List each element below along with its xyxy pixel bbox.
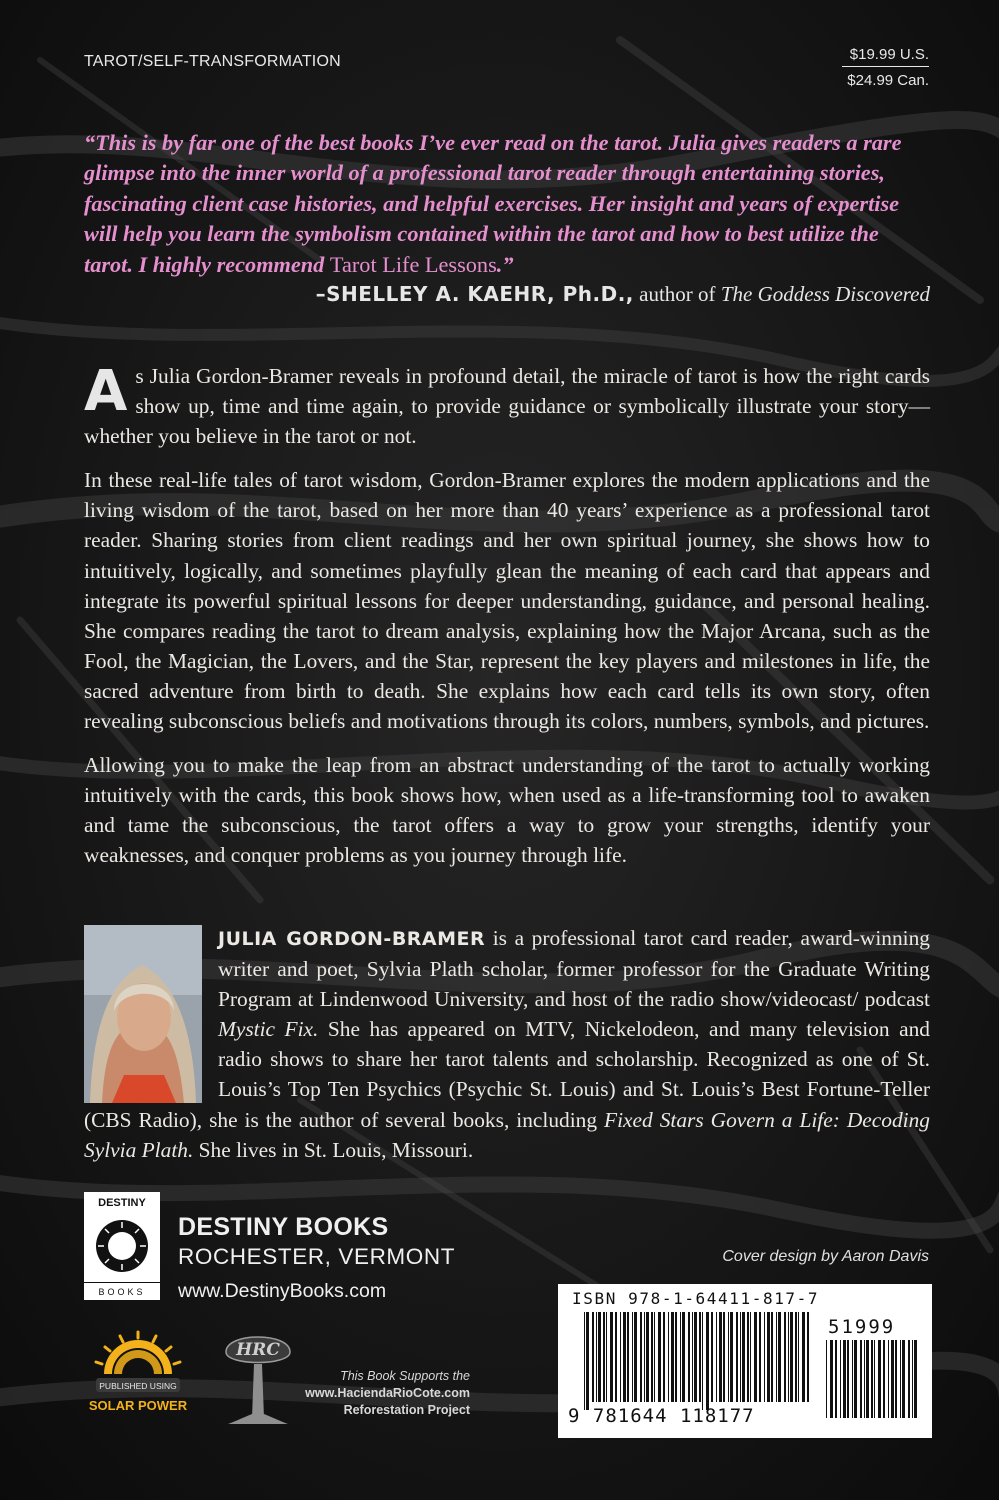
barcode-bar: [830, 1340, 833, 1418]
solar-line-2: SOLAR POWER: [88, 1398, 188, 1413]
barcode-bar: [759, 1312, 761, 1402]
attribution-name: –SHELLEY A. KAEHR, Ph.D.,: [315, 282, 634, 307]
barcode-bar: [764, 1312, 765, 1402]
barcode-bar: [692, 1312, 693, 1402]
barcode-bar: [603, 1312, 605, 1402]
publisher-location: ROCHESTER, VERMONT: [178, 1244, 456, 1269]
description-p1-text: s Julia Gordon-Bramer reveals in profound detail, the miracle of tarot is how the right cards show up, time and time again, to provide guidance or symbolically illustrate your story—whether you believe in the tarot or not.: [84, 364, 930, 449]
bio-show-title: Mystic Fix.: [218, 1017, 319, 1042]
barcode-bar: [702, 1312, 703, 1410]
publisher-info: [178, 1213, 455, 1303]
barcode-bar: [694, 1312, 697, 1402]
barcode-bar: [864, 1340, 865, 1418]
barcode-bar: [914, 1340, 917, 1418]
barcode-bar: [627, 1312, 629, 1402]
barcode-bar: [860, 1340, 862, 1418]
barcode-bar: [784, 1312, 786, 1402]
quote-attribution: [84, 282, 930, 307]
drop-cap: A: [84, 359, 128, 424]
endorsement-quote: [84, 128, 930, 307]
barcode-bar: [586, 1312, 589, 1410]
quote-text: [84, 128, 930, 280]
publisher-logo: [84, 1192, 160, 1300]
price-us: $19.99 U.S.: [842, 46, 929, 67]
barcode-bar: [902, 1340, 905, 1418]
description-paragraph-1: [84, 361, 930, 451]
price-code-text: 51999: [828, 1316, 896, 1338]
barcode-bar: [740, 1312, 741, 1402]
quote-book-title: Tarot Life Lessons: [329, 251, 497, 277]
barcode-bar: [658, 1312, 661, 1402]
barcode-bar: [716, 1312, 717, 1402]
barcode-bar: [883, 1340, 885, 1418]
barcode-bar: [854, 1340, 857, 1418]
publisher-name: DESTINY BOOKS: [178, 1213, 389, 1241]
barcode-bar: [682, 1312, 685, 1402]
bio-text-2: She has appeared on MTV, Nickelodeon, and many television and radio shows to share her tarot talents and scholarship. Recognized as one of St. Louis’s Top Ten Psychics (Psychic St. Louis) and St. Louis’s Best Fortune-Teller (CBS Radio), she is the author of several books, including: [84, 1017, 930, 1132]
barcode-bar: [750, 1312, 751, 1402]
barcode-bar: [742, 1312, 745, 1402]
barcode-bars-addon: [826, 1340, 920, 1426]
barcode-bar: [706, 1312, 709, 1410]
barcode-bar: [891, 1340, 894, 1418]
barcode-bar: [826, 1340, 827, 1418]
barcode-bar: [592, 1312, 594, 1402]
bio-book-title: Fixed Stars Govern a Life: Decoding Sylvia Plath.: [84, 1107, 930, 1162]
barcode-bar: [615, 1312, 617, 1402]
barcode-bar: [900, 1340, 901, 1418]
barcode-bar: [843, 1340, 846, 1418]
barcode-bar: [776, 1312, 777, 1402]
barcode-bar: [623, 1312, 626, 1402]
barcode-bar: [871, 1340, 873, 1418]
barcode-bar: [798, 1312, 799, 1402]
ean-number: 9 781644 118177: [568, 1405, 755, 1427]
category-label: TAROT/SELF-TRANSFORMATION: [84, 53, 341, 70]
hrc-logo-text: HRC: [236, 1340, 280, 1360]
barcode-bar: [723, 1312, 725, 1402]
barcode-bars-main: [584, 1312, 814, 1412]
price-can: $24.99 Can.: [847, 72, 929, 89]
barcode-bar: [788, 1312, 789, 1402]
cover-design-credit: Cover design by Aaron Davis: [722, 1248, 929, 1265]
publisher-logo-bottom-text: BOOKS: [98, 1287, 146, 1297]
description-paragraph-2: In these real-life tales of tarot wisdom, Gordon-Bramer explores the modern applications and the living wisdom of the tarot, based on her more than 40 years’ experience as a professional tarot reader. Sharing stories from client readings and her own spiritual journey, she shows how to intuitively, logically, and sometimes playfully glean the meaning of each card that appears and integrate its powerful spiritual lessons for deeper understanding, guidance, and personal healing. She compares reading the tarot to dream analysis, explaining how the Major Arcana, such as the Fool, the Magician, the Lovers, and the Star, represent the key players and milestones in life, the sacred adventure from birth to death. She explains how each card tells its own story, often revealing subconscious beliefs and motivations through its colors, numbers, symbols, and pictures.: [84, 468, 930, 734]
quote-end: .”: [496, 251, 514, 277]
barcode-bar: [606, 1312, 607, 1402]
barcode-bar: [719, 1312, 722, 1402]
book-description: [84, 361, 930, 885]
barcode-bar: [736, 1312, 738, 1402]
barcode-bar: [610, 1312, 613, 1402]
barcode-bar: [663, 1312, 665, 1402]
solar-line-1: PUBLISHED USING: [99, 1381, 177, 1391]
barcode-bar: [711, 1312, 713, 1402]
publisher-logo-top-text: DESTINY: [98, 1197, 146, 1209]
barcode-bar: [646, 1312, 649, 1402]
reforestation-line-2: www.HaciendaRioCote.com: [305, 1386, 470, 1400]
author-bio: [84, 923, 930, 1165]
barcode-bar: [878, 1340, 881, 1418]
barcode-bar: [874, 1340, 875, 1418]
barcode-bar: [847, 1340, 849, 1418]
barcode-bar: [790, 1312, 793, 1402]
barcode-bar: [795, 1312, 797, 1402]
barcode-bar: [632, 1312, 633, 1402]
barcode-bar: [852, 1340, 853, 1418]
barcode-bar: [640, 1312, 642, 1402]
barcode-bar: [840, 1340, 841, 1418]
barcode-bar: [778, 1312, 781, 1402]
barcode-bar: [680, 1312, 681, 1402]
barcode-bar: [767, 1312, 770, 1402]
barcode-bar: [675, 1312, 677, 1402]
barcode-bar: [598, 1312, 601, 1402]
quote-body: “This is by far one of the best books I’ve ever read on the tarot. Julia gives readers a rare glimpse into the inner world of a professional tarot reader through entertaining stories, fascinating client case histories, and helpful exercises. Her insight and years of expertise will help you learn the symbolism contained within the tarot and how to best utilize the tarot. I highly recommend: [84, 130, 902, 277]
isbn-text: ISBN 978-1-64411-817-7: [572, 1289, 820, 1308]
barcode-bar: [807, 1312, 809, 1402]
publisher-url: www.DestinyBooks.com: [178, 1280, 387, 1302]
attribution-author-of: author of: [639, 282, 716, 307]
barcode-bar: [747, 1312, 749, 1402]
description-paragraph-3: Allowing you to make the leap from an abstract understanding of the tarot to actually working intuitively with the cards, this book shows how, when used as a life-transforming tool to awaken and tame the subconscious, the tarot offers a way to grow your strengths, identify your weaknesses, and conquer problems as you journey through life.: [84, 753, 930, 868]
price-block: [842, 46, 929, 89]
barcode-bar: [754, 1312, 757, 1402]
bio-text-1: is a professional tarot card reader, award-winning writer and poet, Sylvia Plath scholar, former professor for the Graduate Writing Program at Lindenwood University, and host of the radio show/videocast/ podcast: [218, 926, 930, 1012]
reforestation-line-1: This Book Supports the: [340, 1369, 470, 1383]
barcode-bar: [908, 1340, 910, 1418]
reforestation-text: [270, 1368, 470, 1419]
barcode-bar: [620, 1312, 621, 1402]
barcode-bar: [699, 1312, 701, 1402]
barcode-bar: [654, 1312, 655, 1402]
attribution-work: The Goddess Discovered: [720, 282, 930, 307]
barcode-bar: [866, 1340, 869, 1418]
barcode-bar: [651, 1312, 653, 1402]
reforestation-line-3: Reforestation Project: [343, 1403, 470, 1417]
barcode-bar: [802, 1312, 805, 1402]
barcode-bar: [688, 1312, 690, 1402]
barcode-bar: [596, 1312, 597, 1402]
barcode-bar: [668, 1312, 669, 1402]
barcode-bar: [730, 1312, 733, 1402]
barcode-bar: [728, 1312, 729, 1402]
bio-name: JULIA GORDON-BRAMER: [218, 928, 486, 950]
barcode-bar: [584, 1312, 585, 1410]
barcode-bar: [888, 1340, 889, 1418]
barcode-bar: [912, 1340, 913, 1418]
barcode-bar: [634, 1312, 637, 1402]
solar-power-logo: [84, 1330, 192, 1422]
barcode-bar: [644, 1312, 645, 1402]
barcode-bar: [671, 1312, 674, 1402]
barcode-bar: [771, 1312, 773, 1402]
barcode-bar: [895, 1340, 897, 1418]
barcode-bar: [835, 1340, 837, 1418]
bio-text-3: She lives in St. Louis, Missouri.: [193, 1137, 474, 1162]
